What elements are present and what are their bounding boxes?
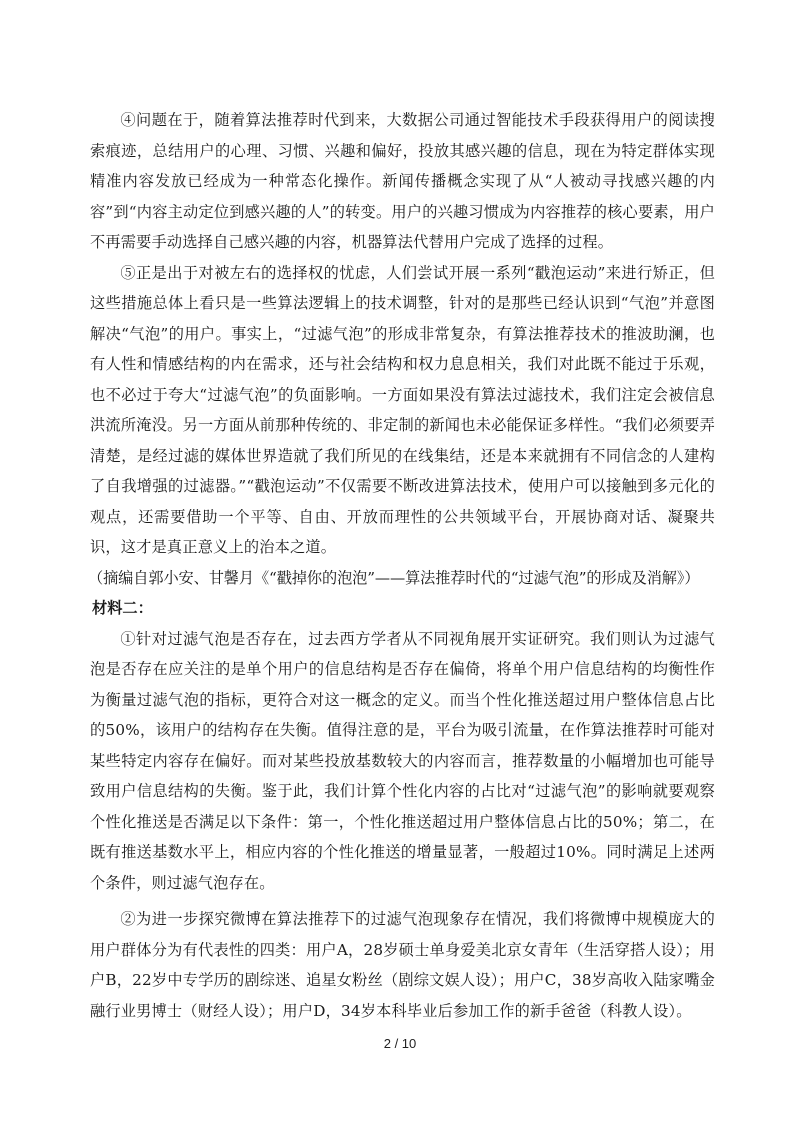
page-number: 2 / 10 <box>383 1036 417 1051</box>
material-paragraph-2: ②为进一步探究微博在算法推荐下的过滤气泡现象存在情况，我们将微博中规模庞大的用户群体分为有代表性的四类：用户A，28岁硕士单身爱美北京女青年（生活穿搭人设）；用户B，22岁中专学历的剧综迷、追星女粉丝（剧综文娱人设）；用户C，38岁高收入陆家嘴金融行业男博士（财经人设）；用户D，34岁本科毕业后参加工作的新手爸爸（科教人设）。 <box>90 910 715 1020</box>
source-citation: （摘编自郭小安、甘馨月《“戳掉你的泡泡”——算法推荐时代的“过滤气泡”的形成及消解》） <box>88 568 700 587</box>
material-two-heading: 材料二： <box>92 599 153 617</box>
paragraph-4: ④问题在于，随着算法推荐时代到来，大数据公司通过智能技术手段获得用户的阅读搜索痕迹，总结用户的心理、习惯、兴趣和偏好，投放其感兴趣的信息，现在为特定群体实现精准内容发放已经成为一种常态化操作。新闻传播概念实现了从“人被动寻找感兴趣的内容”到“内容主动定位到感兴趣的人”的转变。用户的兴趣习惯成为内容推荐的核心要素，用户不再需要手动选择自己感兴趣的内容，机器算法代替用户完成了选择的过程。 <box>90 111 715 251</box>
paragraph-5: ⑤正是出于对被左右的选择权的忧虑，人们尝试开展一系列“戳泡运动”来进行矫正，但这些措施总体上看只是一些算法逻辑上的技术调整，针对的是那些已经认识到“气泡”并意图解决“气泡”的用户。事实上，“过滤气泡”的形成非常复杂，有算法推荐技术的推波助澜，也有人性和情感结构的内在需求，还与社会结构和权力息息相关，我们对此既不能过于乐观，也不必过于夸大“过滤气泡”的负面影响。一方面如果没有算法过滤技术，我们注定会被信息洪流所淹没。另一方面从前那种传统的、非定制的新闻也未必能保证多样性。“我们必须要弄清楚，是经过滤的媒体世界造就了我们所见的在线集结，还是本来就拥有不同信念的人建构了自我增强的过滤器。”“戳泡运动”不仅需要不断改进算法技术，使用户可以接触到多元化的观点，还需要借助一个平等、自由、开放而理性的公共领域平台，开展协商对话、凝聚共识，这才是真正意义上的治本之道。 <box>90 263 715 556</box>
material-paragraph-1: ①针对过滤气泡是否存在，过去西方学者从不同视角展开实证研究。我们则认为过滤气泡是否存在应关注的是单个用户的信息结构是否存在偏倚，将单个用户信息结构的均衡性作为衡量过滤气泡的指标，更符合对这一概念的定义。而当个性化推送超过用户整体信息占比的50%，该用户的结构存在失衡。值得注意的是，平台为吸引流量，在作算法推荐时可能对某些特定内容存在偏好。而对某些投放基数较大的内容而言，推荐数量的小幅增加也可能导致用户信息结构的失衡。鉴于此，我们计算个性化内容的占比对“过滤气泡”的影响就要观察个性化推送是否满足以下条件：第一，个性化推送超过用户整体信息占比的50%；第二，在既有推送基数水平上，相应内容的个性化推送的增量显著，一般超过10%。同时满足上述两个条件，则过滤气泡存在。 <box>90 629 715 892</box>
document-body <box>90 105 715 1026</box>
